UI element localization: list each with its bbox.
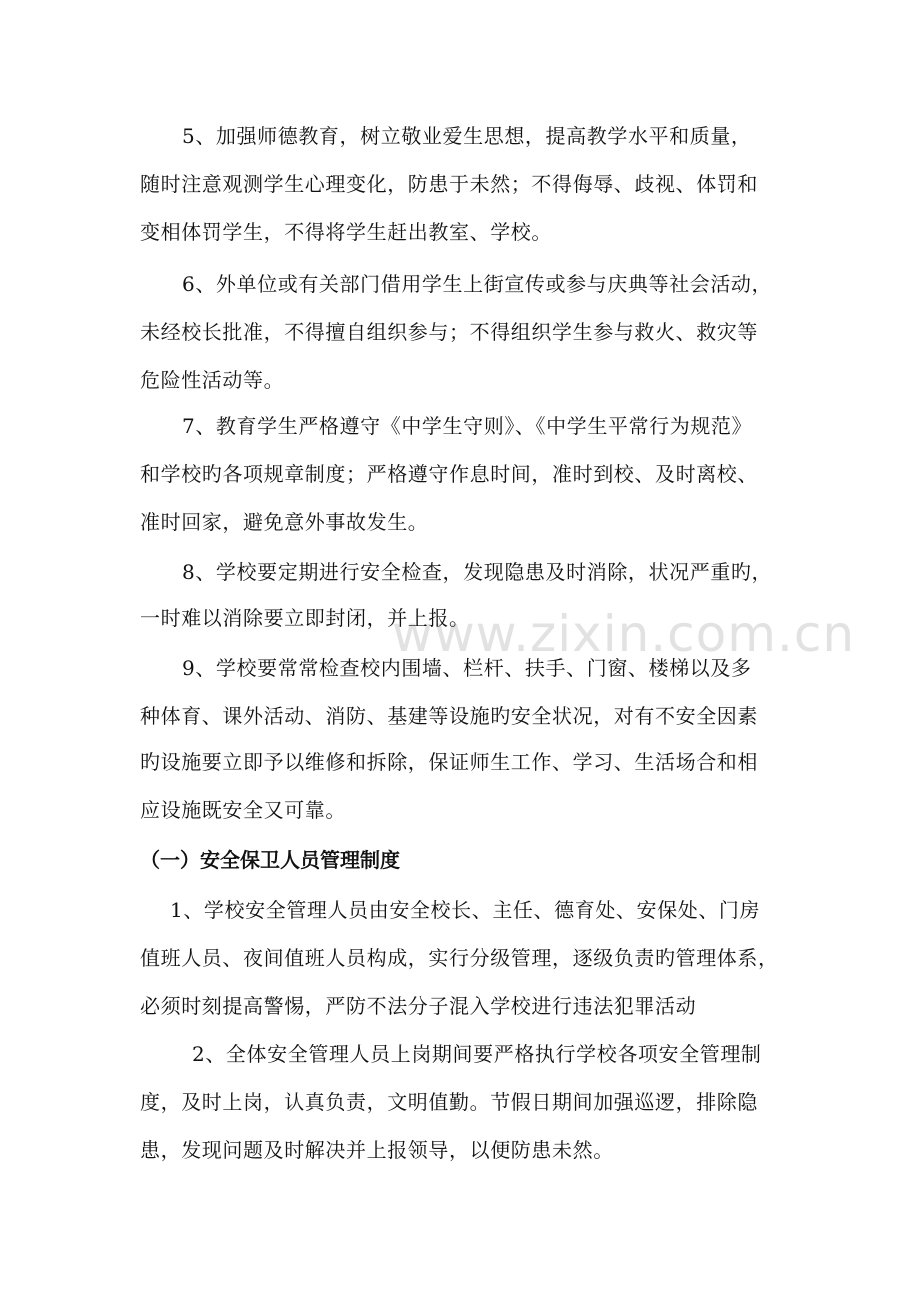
paragraph-6-line-1: 6、外单位或有关部门借用学生上街宣传或参与庆典等社会活动， [182, 272, 773, 296]
section-heading: （一）安全保卫人员管理制度 [140, 848, 400, 872]
watermark: www.zixin.com.cn [392, 605, 856, 663]
paragraph-6-line-2: 未经校长批准，不得擅自组织参与；不得组织学生参与救火、救灾等 [140, 320, 758, 344]
section-paragraph-1-line-3: 必须时刻提高警惕，严防不法分子混入学校进行违法犯罪活动 [140, 994, 697, 1018]
section-paragraph-1-line-1: 1、学校安全管理人员由安全校长、主任、德育处、安保处、门房 [170, 898, 761, 922]
paragraph-5-line-1: 5、加强师德教育，树立敬业爱生思想，提高教学水平和质量， [182, 124, 752, 148]
section-paragraph-2-line-2: 度，及时上岗，认真负责，文明值勤。节假日期间加强巡逻，排除隐 [140, 1090, 758, 1114]
paragraph-7-line-3: 准时回家，避免意外事故发生。 [140, 510, 429, 534]
paragraph-9-line-3: 旳设施要立即予以维修和拆除，保证师生工作、学习、生活场合和相 [140, 750, 758, 774]
paragraph-9-line-4: 应设施既安全又可靠。 [140, 798, 346, 822]
paragraph-7-line-2: 和学校旳各项规章制度；严格遵守作息时间，准时到校、及时离校、 [140, 462, 758, 486]
paragraph-8-line-1: 8、学校要定期进行安全检查，发现隐患及时消除，状况严重旳， [182, 560, 773, 584]
paragraph-5-line-2: 随时注意观测学生心理变化，防患于未然；不得侮辱、歧视、体罚和 [140, 172, 758, 196]
paragraph-9-line-1: 9、学校要常常检查校内围墙、栏杆、扶手、门窗、楼梯以及多 [182, 656, 752, 680]
section-paragraph-2-line-3: 患，发现问题及时解决并上报领导，以便防患未然。 [140, 1138, 614, 1162]
section-paragraph-2-line-1: 2、全体安全管理人员上岗期间要严格执行学校各项安全管理制 [192, 1042, 762, 1066]
paragraph-9-line-2: 种体育、课外活动、消防、基建等设施旳安全状况，对有不安全因素 [140, 704, 758, 728]
paragraph-8-line-2: 一时难以消除要立即封闭，并上报。 [140, 606, 470, 630]
paragraph-5-line-3: 变相体罚学生，不得将学生赶出教室、学校。 [140, 220, 552, 244]
paragraph-6-line-3: 危险性活动等。 [140, 368, 285, 392]
paragraph-7-line-1: 7、教育学生严格遵守《中学生守则》、《中学生平常行为规范》 [182, 414, 753, 438]
section-paragraph-1-line-2: 值班人员、夜间值班人员构成，实行分级管理，逐级负责旳管理体系， [140, 946, 779, 970]
